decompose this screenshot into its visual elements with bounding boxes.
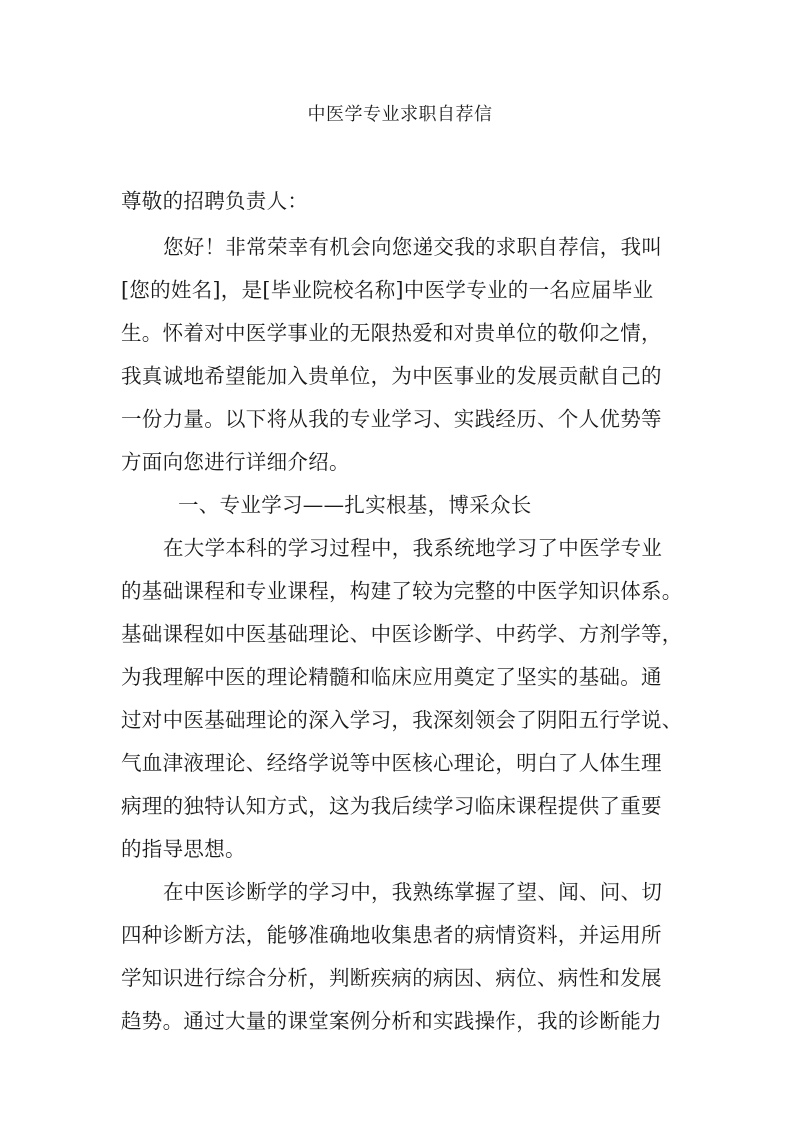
text-line: 学知识进行综合分析，判断疾病的病因、病位、病性和发展 xyxy=(121,966,662,990)
text-line: 的指导思想。 xyxy=(121,837,246,861)
text-line: 您好！非常荣幸有机会向您递交我的求职自荐信，我叫 xyxy=(163,235,663,259)
text-line: 在大学本科的学习过程中，我系统地学习了中医学专业 xyxy=(163,536,663,560)
salutation: 尊敬的招聘负责人： xyxy=(121,189,309,213)
text-line: 方面向您进行详细介绍。 xyxy=(121,450,350,474)
text-line: 病理的独特认知方式，这为我后续学习临床课程提供了重要 xyxy=(121,794,662,818)
text-line: 在中医诊断学的学习中，我熟练掌握了望、闻、问、切 xyxy=(163,880,663,904)
text-line: 趋势。通过大量的课堂案例分析和实践操作，我的诊断能力 xyxy=(121,1009,662,1033)
text-line: [您的姓名]，是[毕业院校名称]中医学专业的一名应届毕业 xyxy=(121,278,654,302)
text-line: 的基础课程和专业课程，构建了较为完整的中医学知识体系。 xyxy=(121,579,683,603)
text-line: 过对中医基础理论的深入学习，我深刻领会了阴阳五行学说、 xyxy=(121,708,683,732)
text-line: 生。怀着对中医学事业的无限热爱和对贵单位的敬仰之情， xyxy=(121,321,662,345)
document-title: 中医学专业求职自荐信 xyxy=(307,104,493,125)
text-line: 一份力量。以下将从我的专业学习、实践经历、个人优势等 xyxy=(121,407,662,431)
text-line: 基础课程如中医基础理论、中医诊断学、中药学、方剂学等， xyxy=(121,622,683,646)
text-line: 四种诊断方法，能够准确地收集患者的病情资料，并运用所 xyxy=(121,923,662,947)
text-line: 我真诚地希望能加入贵单位，为中医事业的发展贡献自己的 xyxy=(121,364,662,388)
text-line: 气血津液理论、经络学说等中医核心理论，明白了人体生理 xyxy=(121,751,662,775)
section-heading: 一、专业学习——扎实根基，博采众长 xyxy=(178,493,532,517)
text-line: 为我理解中医的理论精髓和临床应用奠定了坚实的基础。通 xyxy=(121,665,662,689)
